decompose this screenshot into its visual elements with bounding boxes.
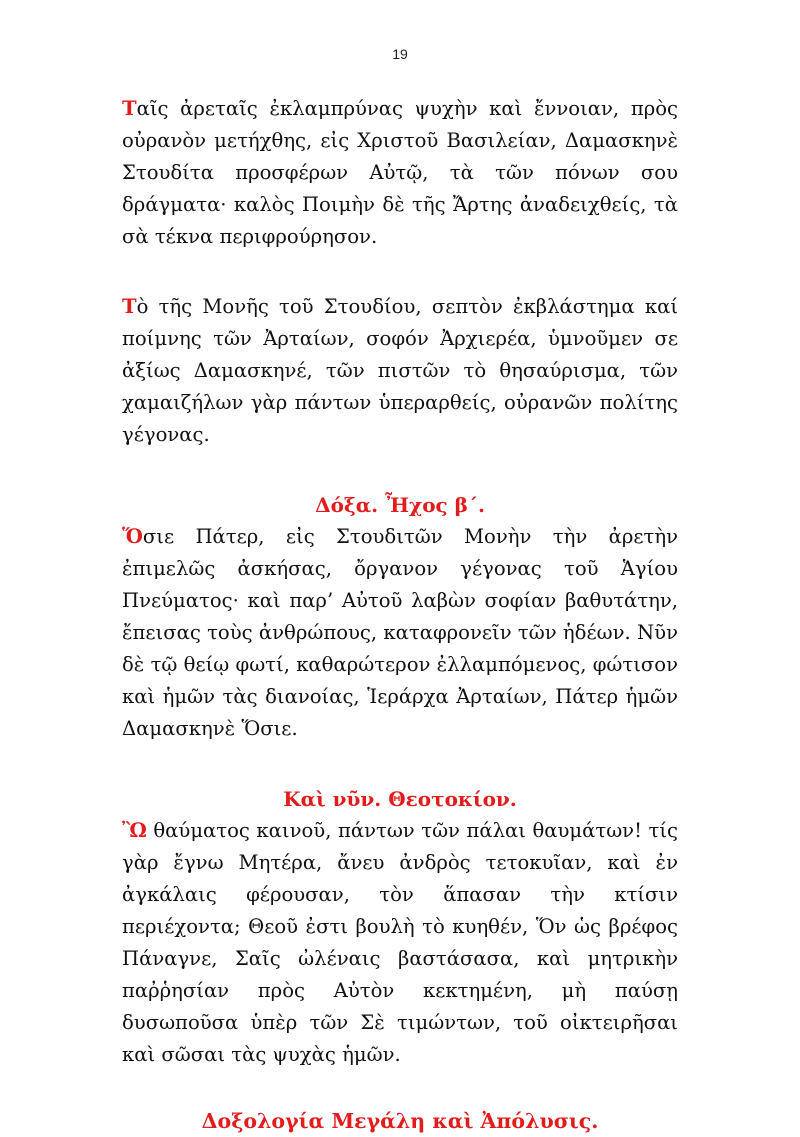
paragraph-text: αῖς ἀρεταῖς ἐκλαμπρύνας ψυχὴν καὶ ἔννοιαν, πρὸς οὐρανὸν μετήχθης, εἰς Χριστοῦ Βασιλείαν, Δαμασκηνὲ Στουδίτα προσφέρων Αὐτῷ, τὰ τῶν πόνων σου δράγματα· καλὸς Ποιμὴν δὲ τῆς Ἄρτης ἀναδειχθείς, τὰ σὰ τέκνα περιφρούρησον.	[122, 97, 678, 248]
doxa-paragraph	[122, 521, 678, 745]
drop-initial: Ὅ	[122, 525, 143, 548]
troparion-paragraph-2	[122, 291, 678, 451]
theotokion-heading: Καὶ νῦν. Θεοτοκίον.	[283, 787, 517, 811]
doxa-heading: Δόξα. Ἦχος β΄.	[315, 493, 485, 517]
closing-heading: Δοξολογία Μεγάλη καὶ Ἀπόλυσις.	[201, 1109, 599, 1133]
page-content	[122, 93, 678, 1137]
paragraph-text: σιε Πάτερ, εἰς Στουδιτῶν Μονὴν τὴν ἀρετὴν ἐπιμελῶς ἀσκήσας, ὄργανον γέγονας τοῦ Ἁγίου Πνεύματος· καὶ παρ’ Αὐτοῦ λαβὼν σοφίαν βαθυτάτην, ἔπεισας τοὺς ἀνθρώπους, καταφρονεῖν τῶν ἡδέων. Νῦν δὲ τῷ θείῳ φωτί, καθαρώτερον ἐλλαμπόμενος, φώτισον καὶ ἡμῶν τὰς διανοίας, Ἱεράρχα Ἀρταίων, Πάτερ ἡμῶν Δαμασκηνὲ Ὅσιε.	[122, 525, 678, 740]
drop-initial: Τ	[122, 97, 137, 120]
paragraph-text: θαύματος καινοῦ, πάντων τῶν πάλαι θαυμάτων! τίς γὰρ ἔγνω Μητέρα, ἄνευ ἀνδρὸς τετοκυῖαν, καὶ ἐν ἀγκάλαις φέρουσαν, τὸν ἅπασαν τὴν κτίσιν περιέχοντα; Θεοῦ ἐστι βουλὴ τὸ κυηθέν, Ὅν ὡς βρέφος Πάναγνε, Σαῖς ὠλέναις βαστάσασα, καὶ μητρικὴν παῤῥησίαν πρὸς Αὐτὸν κεκτημένη, μὴ παύσῃ δυσωποῦσα ὑπὲρ τῶν Σὲ τιμώντων, τοῦ οἰκτειρῆσαι καὶ σῶσαι τὰς ψυχὰς ἡμῶν.	[122, 819, 678, 1066]
page-number: 19	[392, 46, 408, 62]
troparion-paragraph-1	[122, 93, 678, 253]
drop-initial: Ὢ	[122, 819, 147, 842]
drop-initial: Τ	[122, 295, 137, 318]
theotokion-paragraph	[122, 815, 678, 1071]
paragraph-text: ὸ τῆς Μονῆς τοῦ Στουδίου, σεπτὸν ἐκβλάστημα καί ποίμνης τῶν Ἀρταίων, σοφόν Ἀρχιερέα, ὑμνοῦμεν σε ἀξίως Δαμασκηνέ, τῶν πιστῶν τὸ θησαύρισμα, τῶν χαμαιζήλων γὰρ πάντων ὑπεραρθείς, οὐρανῶν πολίτης γέγονας.	[122, 295, 678, 446]
